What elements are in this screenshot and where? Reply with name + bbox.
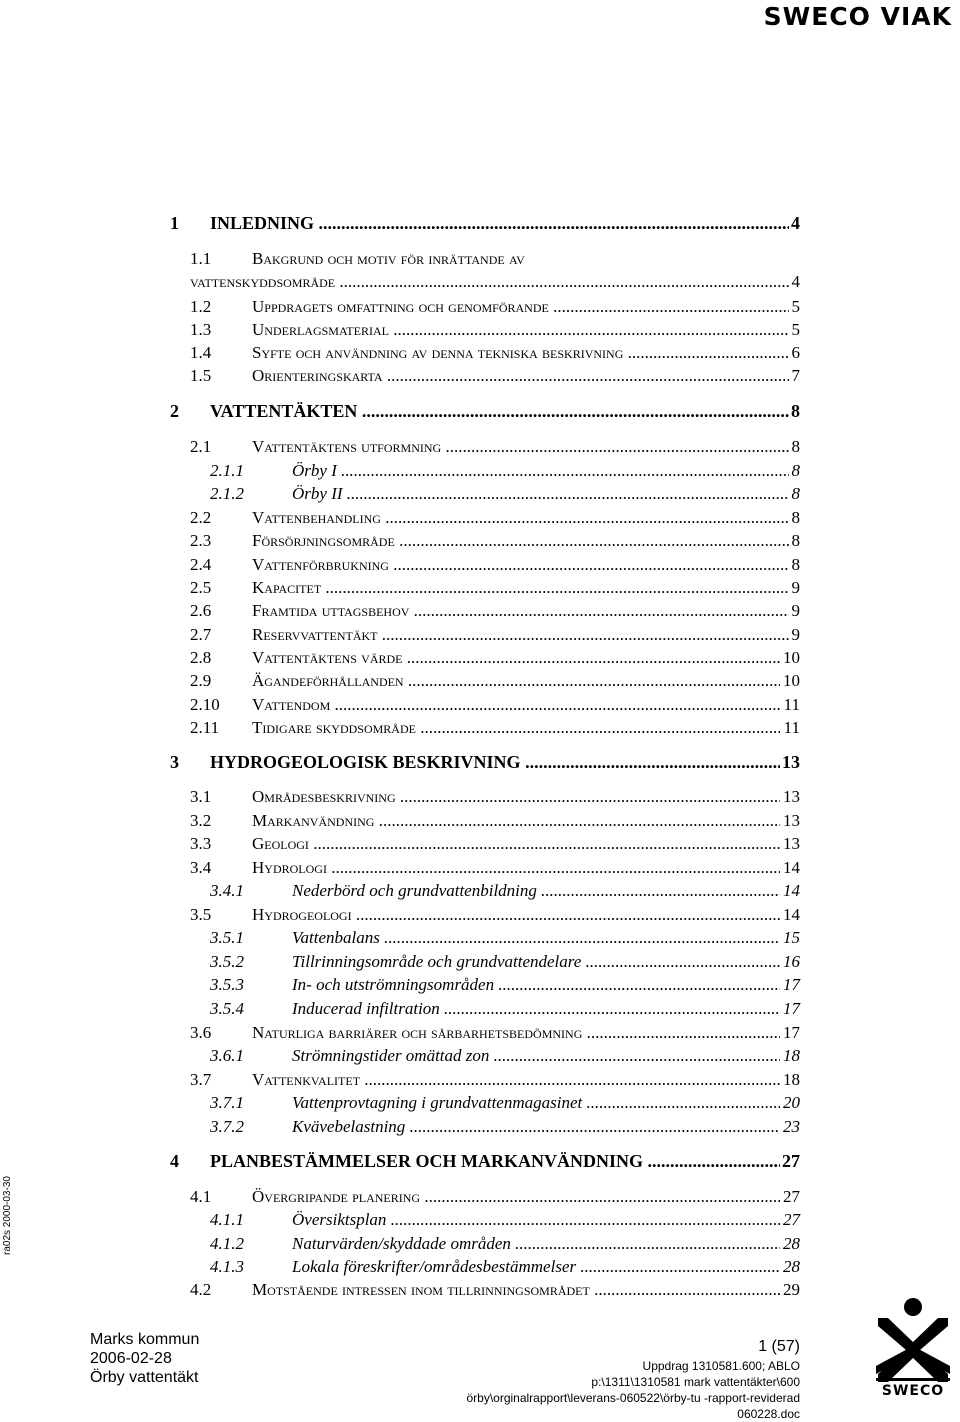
toc-entry[interactable] (0, 904, 960, 926)
toc-entry-title (292, 1045, 780, 1067)
brand-header: SWECO VIAK (763, 2, 952, 31)
toc-entry-title-text: Kvävebelastning (292, 1117, 406, 1136)
toc-entry[interactable] (0, 1209, 960, 1231)
toc-entry[interactable] (0, 833, 960, 855)
toc-entry-title-text: Orienteringskarta (252, 366, 383, 385)
toc-entry-title (252, 1022, 780, 1044)
toc-entry-number: 2 (170, 401, 179, 421)
toc-dot-leader (420, 1187, 780, 1206)
toc-entry-title-text: PLANBESTÄMMELSER OCH MARKANVÄNDNING (210, 1151, 644, 1171)
toc-entry-number: 2.1.1 (210, 461, 244, 480)
toc-entry[interactable] (0, 717, 960, 739)
toc-entry[interactable] (0, 880, 960, 902)
document-code: ra02s 2000-03-30 (2, 1176, 13, 1255)
toc-entry-title (252, 833, 780, 855)
footer-project: Örby vattentäkt (90, 1369, 199, 1386)
toc-entry-page: 18 (783, 1046, 800, 1065)
toc-entry-page: 8 (791, 555, 800, 574)
toc-dot-leader (576, 1257, 780, 1276)
toc-entry-title-text: Lokala föreskrifter/områdesbestämmelser (292, 1257, 577, 1276)
toc-entry-page: 11 (783, 695, 800, 714)
toc-entry[interactable] (0, 951, 960, 973)
toc-entry-title-text: Vattenprovtagning i grundvattenmagasinet (292, 1093, 583, 1112)
toc-entry-page: 8 (791, 401, 800, 421)
toc-entry-title-text: Markanvändning (252, 811, 375, 830)
toc-dot-leader (327, 858, 780, 877)
toc-dot-leader (389, 555, 789, 574)
toc-entry-page: 17 (783, 999, 800, 1018)
toc-entry[interactable] (0, 927, 960, 949)
toc-dot-leader (381, 508, 789, 527)
toc-dot-leader (405, 1117, 780, 1136)
toc-entry-title-text: Strömningstider omättad zon (292, 1046, 490, 1065)
toc-entry-title-text: Kapacitet (252, 578, 322, 597)
toc-entry-number: 3.5 (190, 905, 212, 924)
toc-entry-page: 27 (782, 1151, 800, 1171)
toc-entry-title-text: Geologi (252, 834, 309, 853)
toc-entry-number: 2.2 (190, 508, 212, 527)
toc-entry-page: 16 (783, 952, 800, 971)
toc-dot-leader (352, 905, 780, 924)
toc-dot-leader (582, 1093, 780, 1112)
toc-entry-number: 3.6 (190, 1023, 212, 1042)
toc-entry-number: 2.6 (190, 601, 212, 620)
toc-entry[interactable] (0, 577, 960, 599)
toc-entry-title-text: Försörjningsområde (252, 531, 395, 550)
toc-entry-title (292, 1092, 780, 1114)
toc-entry-title (252, 786, 780, 808)
toc-dot-leader (335, 272, 789, 291)
footer-right (466, 1336, 800, 1422)
toc-entry[interactable] (0, 1116, 960, 1138)
toc-entry-title-text: INLEDNING (210, 213, 315, 233)
toc-entry-title (292, 1209, 780, 1231)
toc-entry-number: 1.3 (190, 320, 212, 339)
toc-entry-number: 2.5 (190, 578, 212, 597)
toc-entry[interactable] (0, 436, 960, 458)
toc-entry-title-text: Vattendom (252, 695, 331, 714)
toc-entry-title-text: Reservvattentäkt (252, 625, 378, 644)
toc-entry-number: 4.2 (190, 1280, 212, 1299)
toc-entry-page: 8 (791, 461, 800, 480)
toc-entry-title (252, 600, 789, 622)
footer-path-1: p:\1311\1310581 mark vattentäkter\600 (591, 1375, 800, 1389)
toc-entry-title-text: Vattenförbrukning (252, 555, 389, 574)
toc-entry-number: 2.1 (190, 437, 212, 456)
toc-entry-title (252, 296, 789, 318)
toc-dot-leader (321, 578, 789, 597)
toc-entry-page: 8 (791, 437, 800, 456)
toc-entry-title-text: Nederbörd och grundvattenbildning (292, 881, 537, 900)
toc-entry[interactable] (0, 554, 960, 576)
toc-entry-page: 8 (791, 484, 800, 503)
toc-dot-leader (389, 320, 789, 339)
toc-entry-number: 2.10 (190, 695, 220, 714)
toc-entry[interactable] (0, 751, 960, 773)
footer-date: 2006-02-28 (90, 1350, 172, 1367)
toc-dot-leader (643, 1151, 780, 1171)
toc-entry-title (252, 1186, 780, 1208)
toc-entry-number: 3.5.3 (210, 975, 244, 994)
toc-entry-number: 1.1 (190, 249, 212, 268)
toc-dot-leader (396, 787, 780, 806)
toc-entry-title-text: Hydrologi (252, 858, 327, 877)
toc-entry-title (292, 974, 780, 996)
toc-entry-title (252, 810, 780, 832)
toc-entry-title-text: Tidigare skyddsområde (252, 718, 416, 737)
toc-entry[interactable] (0, 400, 960, 422)
toc-entry-number: 2.9 (190, 671, 212, 690)
toc-entry-page: 29 (783, 1280, 800, 1299)
toc-dot-leader (582, 1023, 780, 1042)
toc-entry-page: 14 (783, 881, 800, 900)
toc-entry[interactable] (0, 998, 960, 1020)
toc-entry-number: 2.3 (190, 531, 212, 550)
toc-entry-title (292, 1256, 780, 1278)
toc-entry-title-text: Översiktsplan (292, 1210, 387, 1229)
sweco-logo-text: SWECO (881, 1383, 945, 1399)
toc-entry[interactable] (0, 342, 960, 364)
toc-entry[interactable] (0, 647, 960, 669)
toc-entry-number: 3.1 (190, 787, 212, 806)
toc-entry[interactable] (0, 460, 960, 482)
toc-entry-title (252, 248, 852, 270)
toc-entry[interactable] (0, 1045, 960, 1067)
toc-entry-title (252, 319, 789, 341)
toc-entry-page: 27 (783, 1210, 800, 1229)
toc-entry[interactable] (0, 507, 960, 529)
toc-entry-number: 2.11 (190, 718, 220, 737)
toc-entry-page: 6 (791, 343, 800, 362)
toc-dot-leader (537, 881, 780, 900)
toc-entry[interactable] (0, 319, 960, 341)
toc-entry[interactable] (0, 1150, 960, 1172)
toc-dot-leader (383, 366, 789, 385)
footer-assignment: Uppdrag 1310581.600; ABLO (642, 1359, 800, 1373)
toc-entry-title (292, 1116, 780, 1138)
toc-entry-title (252, 670, 780, 692)
toc-dot-leader (549, 297, 789, 316)
toc-entry-title (252, 577, 789, 599)
toc-entry-number: 4.1.3 (210, 1257, 244, 1276)
toc-entry-number: 3.7.2 (210, 1117, 244, 1136)
toc-entry-title-text: Inducerad infiltration (292, 999, 440, 1018)
toc-entry-page: 9 (791, 578, 800, 597)
toc-entry-title (292, 927, 780, 949)
toc-entry-title-text: Vattentäktens värde (252, 648, 403, 667)
toc-entry-number: 2.1.2 (210, 484, 244, 503)
toc-entry-page: 5 (791, 320, 800, 339)
toc-entry-title-text: Naturliga barriärer och sårbarhetsbedömning (252, 1023, 583, 1042)
toc-entry-page: 8 (791, 508, 800, 527)
toc-entry-title (210, 400, 789, 422)
toc-entry-title-text: Hydrogeologi (252, 905, 352, 924)
toc-entry-page: 10 (783, 671, 800, 690)
toc-entry-page: 27 (783, 1187, 800, 1206)
toc-entry[interactable] (0, 1022, 960, 1044)
toc-entry[interactable] (0, 296, 960, 318)
toc-entry[interactable] (0, 212, 960, 234)
toc-entry-title-text: VATTENTÄKTEN (210, 401, 358, 421)
footer-path-3: 060228.doc (737, 1407, 800, 1421)
toc-entry-number: 3.3 (190, 834, 212, 853)
toc-entry-number: 3.2 (190, 811, 212, 830)
toc-entry-title (252, 530, 789, 552)
toc-entry-page: 17 (783, 975, 800, 994)
toc-entry[interactable] (0, 248, 960, 270)
toc-entry-title (252, 694, 780, 716)
toc-entry[interactable] (0, 1069, 960, 1091)
toc-dot-leader (380, 928, 780, 947)
toc-entry-title (252, 717, 780, 739)
toc-entry-title (252, 857, 780, 879)
toc-entry-number: 4.1 (190, 1187, 212, 1206)
toc-dot-leader (590, 1280, 780, 1299)
toc-entry[interactable] (0, 600, 960, 622)
toc-dot-leader (314, 213, 789, 233)
toc-entry-title-text: Underlagsmaterial (252, 320, 389, 339)
toc-dot-leader (357, 401, 789, 421)
toc-entry-page: 10 (783, 648, 800, 667)
toc-entry-title-text: Naturvärden/skyddade områden (292, 1234, 511, 1253)
toc-entry[interactable] (0, 694, 960, 716)
toc-entry-number: 1.5 (190, 366, 212, 385)
toc-dot-leader (374, 811, 780, 830)
toc-dot-leader (623, 343, 789, 362)
toc-entry[interactable] (0, 1233, 960, 1255)
toc-entry-number: 4.1.2 (210, 1234, 244, 1253)
toc-entry-number: 3.6.1 (210, 1046, 244, 1065)
toc-entry-title (252, 624, 789, 646)
toc-entry[interactable] (0, 857, 960, 879)
toc-entry-page: 18 (783, 1070, 800, 1089)
toc-entry-page: 28 (783, 1257, 800, 1276)
toc-entry[interactable] (0, 810, 960, 832)
toc-dot-leader (360, 1070, 780, 1089)
toc-dot-leader (521, 752, 780, 772)
toc-entry-title (252, 342, 789, 364)
toc-entry-title-text: Motstående intressen inom tillrinningsområdet (252, 1280, 590, 1299)
toc-entry-page: 15 (783, 928, 800, 947)
toc-entry-number: 3.4 (190, 858, 212, 877)
toc-entry-title (252, 1069, 780, 1091)
toc-entry-title (252, 904, 780, 926)
toc-entry-page: 20 (783, 1093, 800, 1112)
toc-entry-page: 14 (783, 858, 800, 877)
toc-entry-number: 3 (170, 752, 179, 772)
toc-entry-page: 28 (783, 1234, 800, 1253)
toc-dot-leader (309, 834, 780, 853)
toc-entry-page: 4 (791, 272, 800, 291)
toc-dot-leader (494, 975, 780, 994)
toc-entry-number: 2.7 (190, 625, 212, 644)
toc-entry-title (292, 951, 780, 973)
toc-entry-title (292, 998, 780, 1020)
toc-dot-leader (440, 999, 780, 1018)
toc-entry-number: 3.5.2 (210, 952, 244, 971)
toc-entry-title-text: vattenskyddsområde (190, 272, 336, 291)
toc-entry[interactable] (0, 670, 960, 692)
toc-dot-leader (511, 1234, 780, 1253)
toc-entry-page: 11 (783, 718, 800, 737)
toc-entry-page: 4 (791, 213, 800, 233)
toc-dot-leader (337, 461, 789, 480)
footer-page-count: 1 (57) (758, 1338, 800, 1355)
toc-entry[interactable] (0, 1279, 960, 1301)
toc-entry-title-text: Bakgrund och motiv för inrättande av (252, 249, 525, 268)
toc-dot-leader (581, 952, 780, 971)
toc-entry-title (292, 1233, 780, 1255)
footer-client: Marks kommun (90, 1331, 200, 1348)
toc-entry[interactable] (0, 1256, 960, 1278)
toc-entry-title (210, 1150, 780, 1172)
toc-entry-title-text: Områdesbeskrivning (252, 787, 396, 806)
toc-entry-title-text: Vattenbalans (292, 928, 380, 947)
toc-entry-page: 13 (783, 834, 800, 853)
toc-entry-number: 3.4.1 (210, 881, 244, 900)
toc-entry-title-text: Övergripande planering (252, 1187, 421, 1206)
toc-entry[interactable] (0, 483, 960, 505)
toc-entry[interactable] (0, 530, 960, 552)
toc-dot-leader (395, 531, 789, 550)
toc-dot-leader (416, 718, 780, 737)
toc-entry-number: 1.2 (190, 297, 212, 316)
toc-dot-leader (378, 625, 790, 644)
toc-entry[interactable] (0, 365, 960, 387)
toc-entry-title-text: Vattenbehandling (252, 508, 381, 527)
toc-entry-title-text: Tillrinningsområde och grundvattendelare (292, 952, 582, 971)
toc-entry-number: 3.5.4 (210, 999, 244, 1018)
toc-entry-page: 13 (783, 787, 800, 806)
toc-entry-page: 5 (791, 297, 800, 316)
toc-dot-leader (441, 437, 789, 456)
toc-entry[interactable] (0, 1092, 960, 1114)
toc-entry-number: 3.7 (190, 1070, 212, 1089)
toc-entry-title-text: Ägandeförhållanden (252, 671, 404, 690)
toc-entry[interactable] (0, 1186, 960, 1208)
toc-entry-title (252, 554, 789, 576)
toc-entry-number: 2.8 (190, 648, 212, 667)
toc-entry-page: 8 (791, 531, 800, 550)
toc-entry-number: 1.4 (190, 343, 212, 362)
toc-dot-leader (489, 1046, 780, 1065)
toc-entry[interactable] (0, 624, 960, 646)
toc-entry-title-text: Örby I (292, 461, 337, 480)
toc-entry-title (210, 212, 789, 234)
footer-left (90, 1330, 199, 1387)
toc-entry-title-text: Framtida uttagsbehov (252, 601, 410, 620)
toc-entry-number: 1 (170, 213, 179, 233)
toc-entry-title (292, 880, 780, 902)
toc-entry-page: 9 (791, 625, 800, 644)
toc-entry-title (292, 460, 789, 482)
toc-entry-title (190, 271, 789, 293)
toc-entry-page: 17 (783, 1023, 800, 1042)
toc-entry-page: 9 (791, 601, 800, 620)
footer-path-2: örby\orginalrapport\leverans-060522\örby-tu -rapport-reviderad (466, 1391, 800, 1405)
toc-entry-page: 14 (783, 905, 800, 924)
toc-entry-title (252, 507, 789, 529)
toc-entry-title (252, 647, 780, 669)
toc-entry-title-text: Vattentäktens utformning (252, 437, 442, 456)
toc-dot-leader (404, 671, 780, 690)
toc-entry-page: 13 (783, 811, 800, 830)
toc-entry-title (252, 436, 789, 458)
toc-entry-number: 3.7.1 (210, 1093, 244, 1112)
toc-entry-number: 3.5.1 (210, 928, 244, 947)
toc-entry-title-text: Uppdragets omfattning och genomförande (252, 297, 549, 316)
toc-entry-number: 4.1.1 (210, 1210, 244, 1229)
toc-dot-leader (330, 695, 780, 714)
toc-entry-page: 7 (791, 366, 800, 385)
toc-entry[interactable] (0, 974, 960, 996)
toc-entry[interactable] (0, 271, 960, 293)
toc-entry-title-text: Vattenkvalitet (252, 1070, 361, 1089)
toc-dot-leader (409, 601, 789, 620)
toc-entry-page: 13 (782, 752, 800, 772)
toc-entry-title-text: HYDROGEOLOGISK BESKRIVNING (210, 752, 521, 772)
toc-entry-number: 2.4 (190, 555, 212, 574)
toc-dot-leader (386, 1210, 780, 1229)
toc-entry-page: 23 (783, 1117, 800, 1136)
toc-entry[interactable] (0, 786, 960, 808)
toc-entry-number: 4 (170, 1151, 179, 1171)
toc-entry-title (252, 365, 789, 387)
toc-entry-title-text: In- och utströmningsområden (292, 975, 495, 994)
toc-entry-title (252, 1279, 780, 1301)
toc-entry-title-text: Syfte och användning av denna tekniska beskrivning (252, 343, 624, 362)
toc-entry-title-text: Örby II (292, 484, 343, 503)
toc-dot-leader (343, 484, 789, 503)
toc-entry-title (292, 483, 789, 505)
toc-entry-title (210, 751, 780, 773)
toc-dot-leader (403, 648, 780, 667)
